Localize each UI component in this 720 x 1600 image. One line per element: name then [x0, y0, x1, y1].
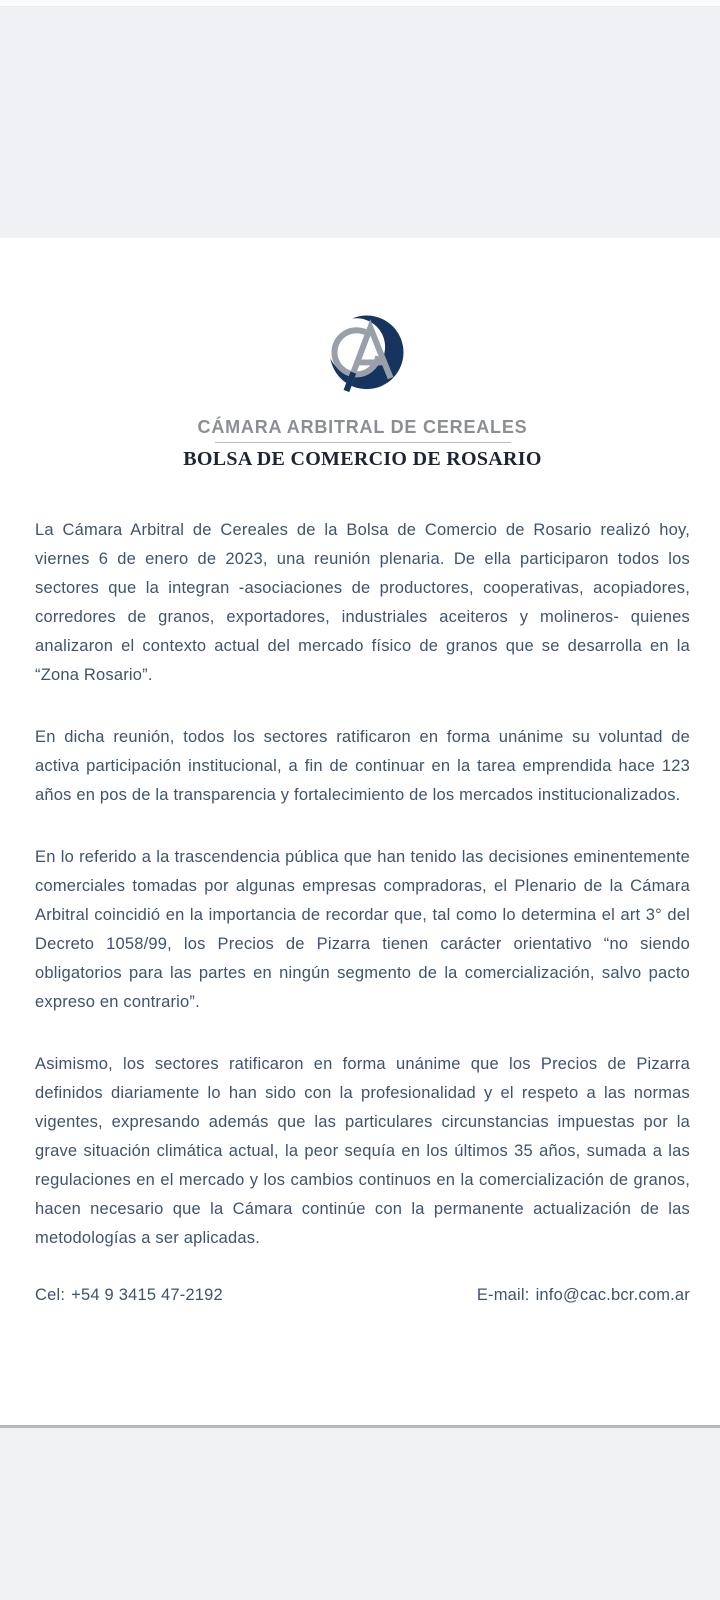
contact-row [35, 1286, 690, 1305]
phone-value: +54 9 3415 47-2192 [71, 1286, 223, 1304]
organization-header [35, 310, 690, 472]
bottom-gray-band [0, 1425, 720, 1600]
document-page [0, 238, 720, 1425]
logo-divider [215, 442, 511, 443]
paragraph-1: La Cámara Arbitral de Cereales de la Bolsa de Comercio de Rosario realizó hoy, viernes 6 de enero de 2023, una reunión plenaria. De ella participaron todos los sectores que la integran -asociaciones de productores, cooperativas, acopiadores, corredores de granos, exportadores, industriales aceiteros y molineros- quienes analizaron el contexto actual del mercado físico de granos que se desarrolla en la “Zona Rosario”. [35, 521, 690, 684]
org-title: CÁMARA ARBITRAL DE CEREALES [197, 417, 528, 437]
email-label: E-mail: [476, 1286, 530, 1304]
email-value: info@cac.bcr.com.ar [535, 1286, 690, 1304]
contact-phone [35, 1286, 223, 1305]
ca-monogram-logo-icon [317, 310, 409, 402]
paragraph-2: En dicha reunión, todos los sectores ratificaron en forma unánime su voluntad de activa participación institucional, a fin de continuar en la tarea emprendida hace 123 años en pos de la transparencia y fortalecimiento de los mercados institucionalizados. [35, 728, 690, 804]
paragraph-4: Asimismo, los sectores ratificaron en forma unánime que los Precios de Pizarra definidos diariamente lo han sido con la profesionalidad y el respeto a las normas vigentes, expresando además que las particulares circunstancias impuestas por la grave situación climática actual, la peor sequía en los últimos 35 años, sumada a las regulaciones en el mercado y los cambios continuos en la comercialización de granos, hacen necesario que la Cámara continúe con la permanente actualización de las metodologías a ser aplicadas. [35, 1055, 690, 1247]
top-gray-band [0, 7, 720, 238]
contact-email [477, 1286, 690, 1305]
parent-org-title: BOLSA DE COMERCIO DE ROSARIO [183, 448, 542, 470]
paragraph-3: En lo referido a la trascendencia pública que han tenido las decisiones eminentemente comerciales tomadas por algunas empresas compradoras, el Plenario de la Cámara Arbitral coincidió en la importancia de recordar que, tal como lo determina el art 3° del Decreto 1058/99, los Precios de Pizarra tienen carácter orientativo “no siendo obligatorios para las partes en ningún segmento de la comercialización, salvo pacto expreso en contrario”. [35, 848, 690, 1011]
screen-top-strip [0, 0, 720, 7]
press-release-body [35, 516, 690, 1253]
phone-label: Cel: [35, 1286, 66, 1304]
